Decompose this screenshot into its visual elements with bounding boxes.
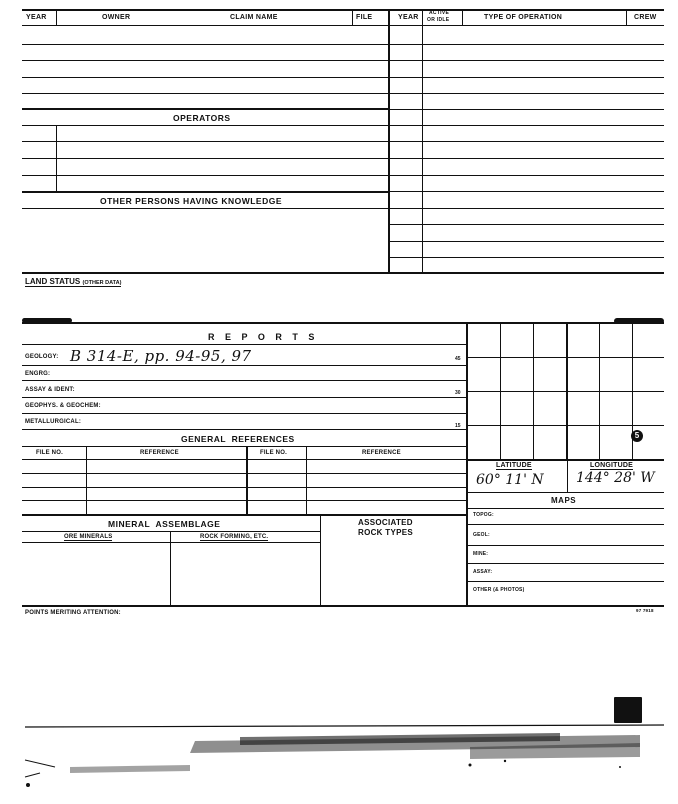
reports-rule	[22, 413, 466, 414]
maps-rule	[466, 545, 664, 546]
scan-noise	[0, 715, 678, 790]
row-rule	[22, 93, 388, 94]
row-rule	[388, 175, 664, 176]
section-rule	[22, 108, 388, 110]
ore-minerals-header: ORE MINERALS	[64, 534, 113, 540]
row-rule	[22, 208, 388, 209]
section-rule	[22, 191, 388, 193]
reference-header-2: REFERENCE	[362, 450, 401, 456]
header-crew: CREW	[634, 14, 657, 21]
row-rule	[22, 44, 388, 45]
maps-rule	[466, 524, 664, 525]
file-no-header-2: FILE NO.	[260, 450, 287, 456]
mineral-rule	[22, 542, 320, 543]
mineral-assemblage-title: MINERAL ASSEMBLAGE	[108, 519, 221, 529]
header-active: ACTIVE	[429, 10, 450, 16]
row-rule	[388, 241, 664, 242]
reports-rule	[22, 344, 466, 345]
header-claim-name: CLAIM NAME	[230, 14, 278, 21]
col-rule	[56, 126, 57, 192]
grid-line	[466, 459, 664, 461]
associated-label: ASSOCIATED	[358, 518, 413, 527]
maps-assay: ASSAY:	[473, 569, 493, 575]
row-rule	[388, 77, 664, 78]
maps-rule	[466, 563, 664, 564]
maps-topog: TOPOG:	[473, 512, 494, 518]
reports-rule	[22, 487, 466, 488]
row-rule	[22, 175, 388, 176]
col-rule	[462, 10, 463, 26]
row-rule	[22, 60, 388, 61]
other-persons-heading: OTHER PERSONS HAVING KNOWLEDGE	[100, 196, 283, 206]
land-status-label	[25, 277, 121, 287]
header-year-2: YEAR	[398, 14, 419, 21]
ref-col-rule	[246, 447, 248, 514]
rock-forming-header: ROCK FORMING, ETC.	[200, 534, 269, 540]
reports-rule	[22, 397, 466, 398]
ref-col-rule	[306, 447, 307, 514]
row-rule	[388, 224, 664, 225]
ref-col-rule	[86, 447, 87, 514]
form-number: 97 7918	[636, 608, 654, 613]
row-rule	[22, 77, 388, 78]
grid-line	[466, 391, 664, 392]
points-meriting-attention: POINTS MERITING ATTENTION:	[25, 610, 121, 616]
row-rule	[388, 44, 664, 45]
maps-title: MAPS	[551, 496, 577, 505]
col-rule	[56, 10, 57, 26]
grid-line	[466, 357, 664, 358]
longitude-label: LONGITUDE	[590, 462, 634, 469]
col-rule	[352, 10, 353, 26]
reports-count: 45	[455, 356, 461, 362]
row-rule	[388, 191, 664, 192]
row-rule	[388, 109, 664, 110]
reports-title: R E P O R T S	[208, 332, 319, 342]
row-rule	[22, 125, 388, 126]
row-rule	[388, 93, 664, 94]
reports-rule	[22, 500, 466, 501]
reports-count: 15	[455, 423, 461, 429]
header-file: FILE	[356, 14, 373, 21]
geophys-label: GEOPHYS. & GEOCHEM:	[25, 403, 101, 409]
row-rule	[388, 208, 664, 209]
maps-rule	[466, 581, 664, 582]
reference-header: REFERENCE	[140, 450, 179, 456]
geology-label: GEOLOGY:	[25, 354, 59, 360]
row-rule	[22, 141, 388, 142]
row-rule	[388, 158, 664, 159]
top-rule	[22, 9, 664, 11]
engrg-label: ENGRG:	[25, 371, 51, 377]
grid-marker: 5	[631, 430, 643, 442]
geology-value: B 314-E, pp. 94-95, 97	[70, 347, 252, 365]
row-rule	[22, 158, 388, 159]
grid-line	[466, 492, 664, 493]
reports-count: 30	[455, 390, 461, 396]
reports-rule	[22, 429, 466, 430]
reports-rule	[22, 365, 466, 366]
metallurgical-label: METALLURGICAL:	[25, 419, 82, 425]
header-owner: OWNER	[102, 14, 131, 21]
longitude-value: 144° 28' W	[576, 470, 655, 486]
reports-rule	[22, 380, 466, 381]
col-rule	[626, 10, 627, 26]
maps-geol: GEOL:	[473, 532, 490, 538]
latitude-value: 60° 11' N	[476, 472, 544, 488]
row-rule	[388, 257, 664, 258]
row-rule	[388, 125, 664, 126]
bottom-rule	[22, 272, 664, 274]
file-no-header: FILE NO.	[36, 450, 63, 456]
maps-mine: MINE:	[473, 551, 489, 557]
mineral-col-rule	[320, 515, 321, 606]
grid-line	[466, 425, 664, 426]
row-rule	[388, 60, 664, 61]
reports-rule	[22, 514, 466, 516]
header-or-idle: OR IDLE	[427, 17, 450, 23]
header-year: YEAR	[26, 14, 47, 21]
latitude-label: LATITUDE	[496, 462, 532, 469]
maps-other: OTHER (& PHOTOS)	[473, 587, 525, 593]
reports-rule	[22, 473, 466, 474]
general-references-title: GENERAL REFERENCES	[181, 434, 295, 444]
lat-long-divider	[567, 460, 568, 493]
assay-label: ASSAY & IDENT:	[25, 387, 75, 393]
reports-bottom-rule	[22, 605, 664, 607]
mineral-rule	[22, 531, 320, 532]
maps-rule	[466, 508, 664, 509]
header-type-of-operation: TYPE OF OPERATION	[484, 14, 563, 21]
reports-rule	[22, 446, 466, 447]
land-status-sub: (OTHER DATA)	[82, 280, 122, 286]
mineral-col-rule	[170, 531, 171, 606]
land-status-text: LAND STATUS	[25, 277, 81, 286]
rock-types-label: ROCK TYPES	[358, 528, 414, 537]
reports-rule	[22, 459, 466, 460]
operators-heading: OPERATORS	[173, 113, 231, 123]
header-rule	[22, 25, 664, 26]
row-rule	[388, 141, 664, 142]
